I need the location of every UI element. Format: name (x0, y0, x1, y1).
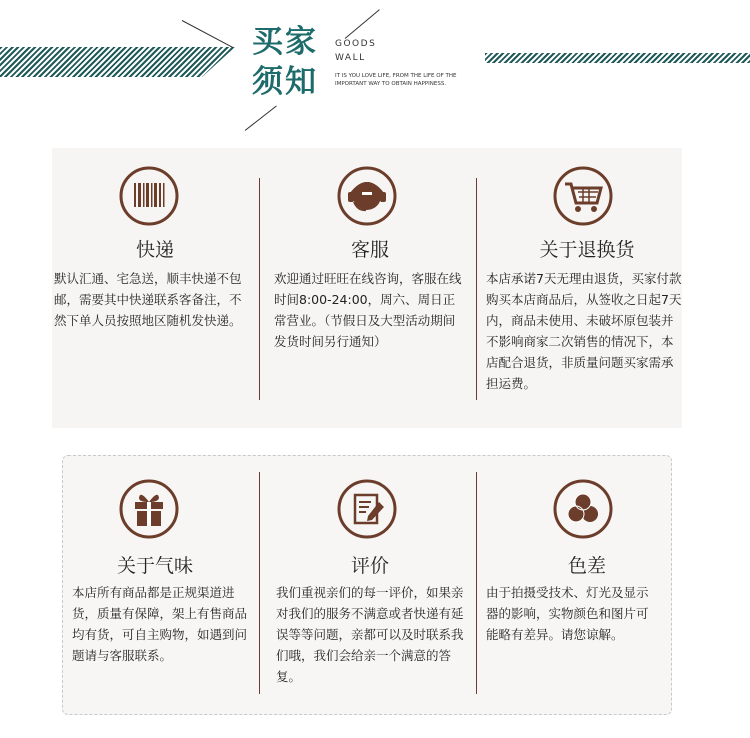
section-title: 客服 (350, 239, 389, 261)
color-circles-icon (552, 478, 614, 540)
decorative-stripe-left (0, 47, 235, 77)
barcode-icon (118, 165, 180, 227)
header-slogan: IT IS YOU LOVE LIFE, FROM THE LIFE OF THE IMPORTANT WAY TO OBTAIN HAPPINESS. (335, 73, 457, 87)
review-icon (336, 478, 398, 540)
section-text: 默认汇通、宅急送，顺丰快递不包邮，需要其中快递联系客备注，不然下单人员按照地区随机发快递。 (54, 271, 242, 328)
customer-service-icon (336, 165, 398, 227)
section-text: 由于拍摄受技术、灯光及显示器的影响，实物颜色和图片可能略有差异。请您谅解。 (486, 585, 649, 642)
column-divider (259, 178, 260, 400)
decorative-line (345, 9, 380, 39)
section-title: 色差 (567, 555, 606, 577)
wall-text: WALL (335, 53, 366, 63)
section-text: 本店所有商品都是正规渠道进货，质量有保障，架上有售商品均有货，可自主购物，如遇到问题请与客服联系。 (72, 585, 248, 663)
decorative-line (245, 105, 277, 130)
page-title-line2: 须知 (252, 64, 318, 100)
goods-text: GOODS (335, 39, 377, 49)
section-text: 本店承诺7天无理由退货，买家付款购买本店商品后，从签收之日起7天内，商品未使用、未破坏原包装并不影响商家二次销售的情况下，本店配合退货，非质量问题买家需承担运费。 (486, 271, 682, 391)
section-text: 欢迎通过旺旺在线咨询，客服在线时间8:00-24:00，周六、周日正常营业。（节假日及大型活动期间发货时间另行通知） (274, 271, 462, 349)
column-divider (259, 472, 260, 694)
gift-icon (118, 478, 180, 540)
column-divider (476, 472, 477, 694)
section-title: 快递 (135, 239, 174, 261)
shopping-cart-icon (552, 165, 614, 227)
decorative-line (182, 20, 234, 48)
section-title: 评价 (350, 555, 389, 577)
section-title: 关于气味 (116, 555, 193, 577)
header-goods-label (335, 37, 376, 65)
decorative-stripe-right (485, 53, 750, 63)
page-title-line1: 买家 (252, 24, 318, 60)
column-divider (476, 178, 477, 400)
section-text: 我们重视亲们的每一评价，如果亲对我们的服务不满意或者快递有延误等等问题，亲都可以及时联系我们哦，我们会给亲一个满意的答复。 (276, 585, 464, 684)
section-title: 关于退换货 (539, 239, 635, 261)
